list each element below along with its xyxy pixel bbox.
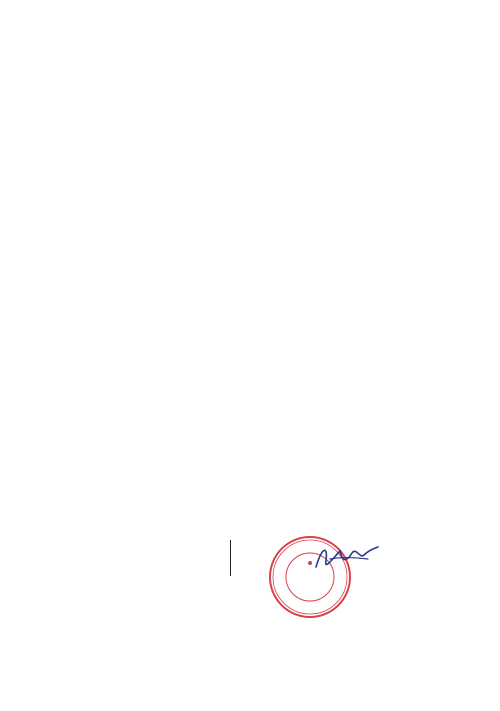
- document-body: [58, 34, 470, 41]
- recipients-bracket: [226, 540, 231, 576]
- handwritten-signature: [312, 537, 382, 577]
- recipients-list: [58, 513, 238, 515]
- signature-area: [58, 513, 478, 703]
